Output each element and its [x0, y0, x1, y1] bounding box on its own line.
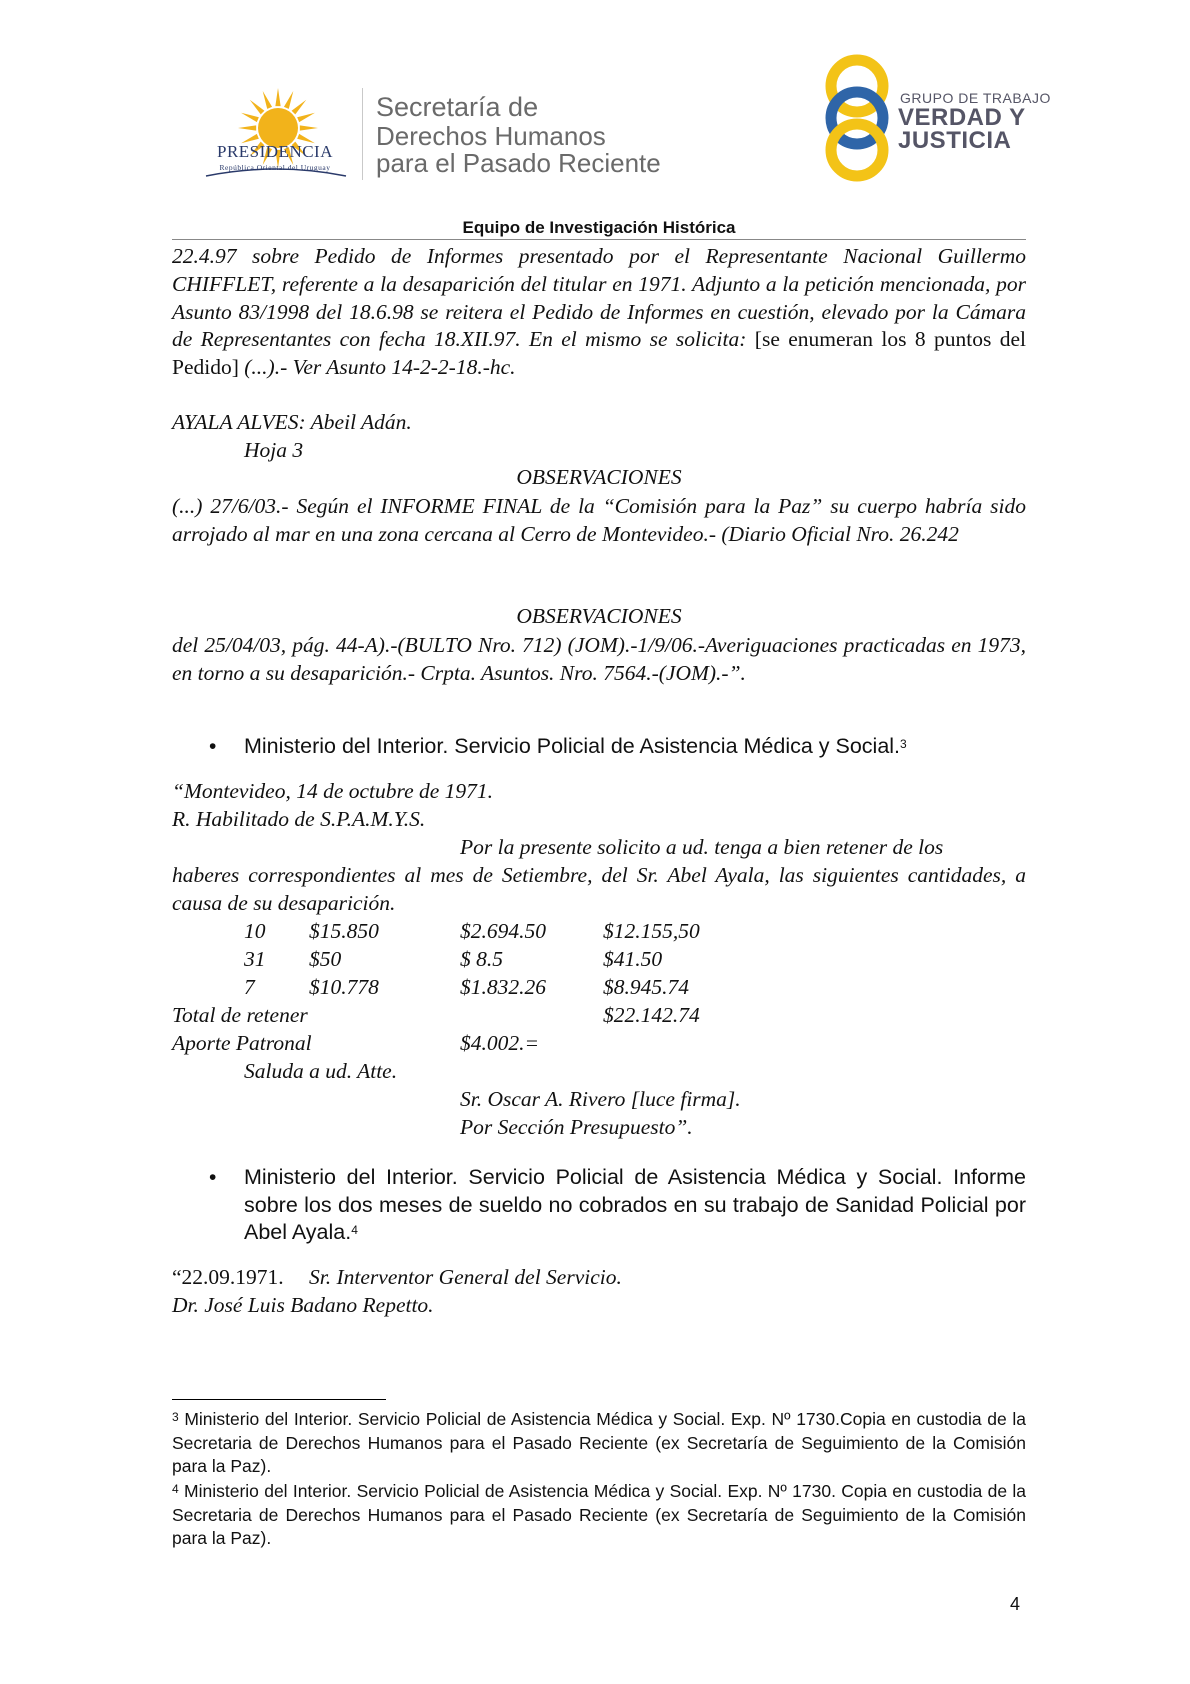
table-cell: $12.155,50	[603, 919, 700, 943]
aporte-value: $4.002.=	[460, 1031, 540, 1055]
table-cell: $8.945.74	[603, 975, 689, 999]
secretaria-title-line3: para el Pasado Reciente	[376, 148, 661, 178]
paragraph-bulto: del 25/04/03, pág. 44-A).-(BULTO Nro. 712) (JOM).-1/9/06.-Averiguaciones practicadas en 1973, en torno a su desaparición.- Crpta. Asuntos. Nro. 7564.-(JOM).-”.	[172, 633, 1026, 685]
table-cell: $1.832.26	[460, 975, 546, 999]
section-line: Por Sección Presupuesto”.	[460, 1115, 693, 1139]
table-cell: $15.850	[309, 919, 379, 943]
table-cell: 10	[244, 919, 266, 943]
paragraph-pedido-informes: 22.4.97 sobre Pedido de Informes presentado por el Representante Nacional Guillermo CHIFFLET, referente a la desaparición del titular en 1971. Adjunto a la petición mencionada, por Asunto 83/1998 del 18.6.98 se reitera el Pedido de Informes en cuestión, elevado por la Cámara de Representantes con fecha 18.XII.97. En el mismo se solicita: [se enumeran los 8 puntos del Pedido] (...).- Ver Asunto 14-2-2-18.-hc.	[172, 244, 1026, 380]
observaciones-heading-2: OBSERVACIONES	[516, 604, 682, 628]
header-divider	[362, 88, 363, 180]
verdad-justicia-rings-logo	[820, 54, 894, 182]
heading-rule	[172, 239, 1026, 240]
bullet-item-sueldo: Ministerio del Interior. Servicio Policial de Asistencia Médica y Social. Informe sobre los dos meses de sueldo no cobrados en su trabajo de Sanidad Policial por Abel Ayala.$^4$	[244, 1165, 1026, 1244]
total-label: Total de retener	[172, 1003, 308, 1027]
table-cell: 7	[244, 975, 255, 999]
quote-name: Dr. José Luis Badano Repetto.	[172, 1293, 434, 1317]
letter-body: haberes correspondientes al mes de Setiembre, del Sr. Abel Ayala, las siguientes cantidades, a causa de su desaparición.	[172, 863, 1026, 915]
footnote-3: $^3$ Ministerio del Interior. Servicio Policial de Asistencia Médica y Social. Exp. Nº 1730.Copia en custodia de la Secretaria de Derechos Humanos para el Pasado Reciente (ex Secretaría de Seguimiento de la Comisión para la Paz).	[172, 1409, 1026, 1477]
letter-recipient: R. Habilitado de S.P.A.M.Y.S.	[172, 807, 426, 831]
table-cell: $41.50	[603, 947, 663, 971]
justicia-label: JUSTICIA	[898, 127, 1012, 154]
hoja-label: Hoja 3	[244, 438, 304, 462]
observaciones-heading-1: OBSERVACIONES	[516, 465, 682, 489]
quote-date: “22.09.1971.	[172, 1265, 284, 1289]
bullet-dot: •	[209, 1166, 217, 1189]
table-cell: 31	[244, 947, 266, 971]
bullet-item-spamys: Ministerio del Interior. Servicio Policial de Asistencia Médica y Social.$^3$	[244, 734, 907, 758]
footnote-4: $^4$ Ministerio del Interior. Servicio Policial de Asistencia Médica y Social. Exp. Nº 1730. Copia en custodia de la Secretaria de Derechos Humanos para el Pasado Reciente (ex Secretaría de Seguimiento de la Comisión para la Paz).	[172, 1481, 1026, 1549]
verdad-label: VERDAD Y	[898, 104, 1026, 131]
closing-salutation: Saluda a ud. Atte.	[244, 1059, 398, 1083]
quote-recipient: Sr. Interventor General del Servicio.	[309, 1265, 622, 1289]
letter-date: “Montevideo, 14 de octubre de 1971.	[172, 779, 494, 803]
grupo-trabajo-label: GRUPO DE TRABAJO	[900, 90, 1051, 106]
signature-line: Sr. Oscar A. Rivero [luce firma].	[460, 1087, 741, 1111]
paragraph-informe-final: (...) 27/6/03.- Según el INFORME FINAL de la “Comisión para la Paz” su cuerpo habría sido arrojado al mar en una zona cercana al Cerro de Montevideo.- (Diario Oficial Nro. 26.242	[172, 494, 1026, 546]
team-heading: Equipo de Investigación Histórica	[462, 218, 736, 237]
table-cell: $50	[309, 947, 342, 971]
letter-opening: Por la presente solicito a ud. tenga a bien retener de los	[460, 835, 944, 859]
footnote-ref: 4	[351, 1223, 358, 1237]
page-number: 4	[1010, 1594, 1021, 1614]
secretaria-title-line1: Secretaría de	[376, 92, 539, 122]
person-name: AYALA ALVES: Abeil Adán.	[172, 410, 412, 434]
secretaria-title-line2: Derechos Humanos	[376, 121, 606, 151]
table-cell: $2.694.50	[460, 919, 546, 943]
table-cell: $10.778	[309, 975, 379, 999]
presidencia-wordmark: PRESIDENCIA	[216, 142, 333, 161]
table-cell: $ 8.5	[460, 947, 503, 971]
total-value: $22.142.74	[603, 1003, 700, 1027]
aporte-label: Aporte Patronal	[172, 1031, 312, 1055]
bullet-dot: •	[209, 735, 217, 758]
presidencia-subtitle: República Oriental del Uruguay	[219, 163, 331, 172]
footnote-separator	[172, 1399, 386, 1400]
footnote-ref: 3	[900, 737, 907, 751]
